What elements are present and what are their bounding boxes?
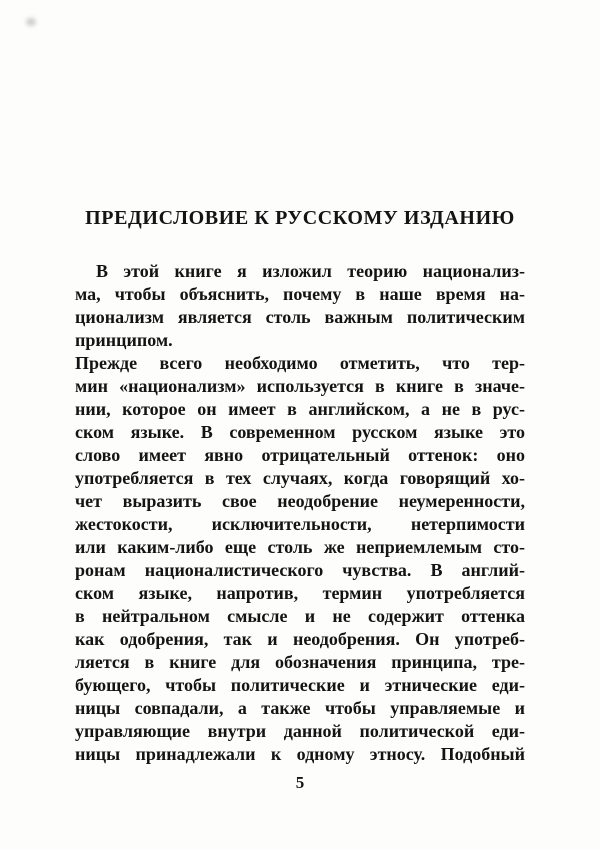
text-line: ляется в книге для обозначения принципа, тре- xyxy=(75,652,525,672)
scan-artifact xyxy=(26,18,36,26)
text-line: В этой книге я изложил теорию национализ- xyxy=(96,261,525,281)
text-line: нии, которое он имеет в английском, а не в рус- xyxy=(75,399,525,419)
text-line: употребляется в тех случаях, когда говорящий хо- xyxy=(75,468,525,488)
text-line: в нейтральном смысле и не содержит оттенка xyxy=(75,606,525,626)
text-line: ском языке. В современном русском языке это xyxy=(75,422,525,442)
text-line: или каким-либо еще столь же неприемлемым сто- xyxy=(75,537,525,557)
text-line: жестокости, исключительности, нетерпимости xyxy=(75,514,525,534)
text-line: бующего, чтобы политические и этнические еди- xyxy=(75,675,525,695)
text-line: чет выразить свое неодобрение неумеренности, xyxy=(75,491,525,511)
page-body xyxy=(75,260,525,766)
text-line: ционализм является столь важным политическим xyxy=(75,307,525,327)
text-line: управляющие внутри данной политической еди- xyxy=(75,721,525,741)
paragraph-1 xyxy=(75,260,525,352)
text-line: как одобрения, так и неодобрения. Он употреб- xyxy=(75,629,525,649)
text-line: ма, чтобы объяснить, почему в наше время на- xyxy=(75,284,525,304)
page-number: 5 xyxy=(295,773,305,792)
paragraph-2 xyxy=(75,352,525,766)
text-line: ницы принадлежали к одному этносу. Подобный xyxy=(75,744,525,764)
text-line: ронам националистического чувства. В англий- xyxy=(75,560,525,580)
text-line: ском языке, напротив, термин употребляется xyxy=(75,583,525,603)
text-line: мин «национализм» используется в книге в значе- xyxy=(75,376,525,396)
page-title: ПРЕДИСЛОВИЕ К РУССКОМУ ИЗДАНИЮ xyxy=(85,207,515,229)
text-line: принципом. xyxy=(75,330,173,350)
text-line: Прежде всего необходимо отметить, что тер- xyxy=(75,353,525,373)
text-line: слово имеет явно отрицательный оттенок: оно xyxy=(75,445,525,465)
text-line: ницы совпадали, а также чтобы управляемые и xyxy=(75,698,525,718)
